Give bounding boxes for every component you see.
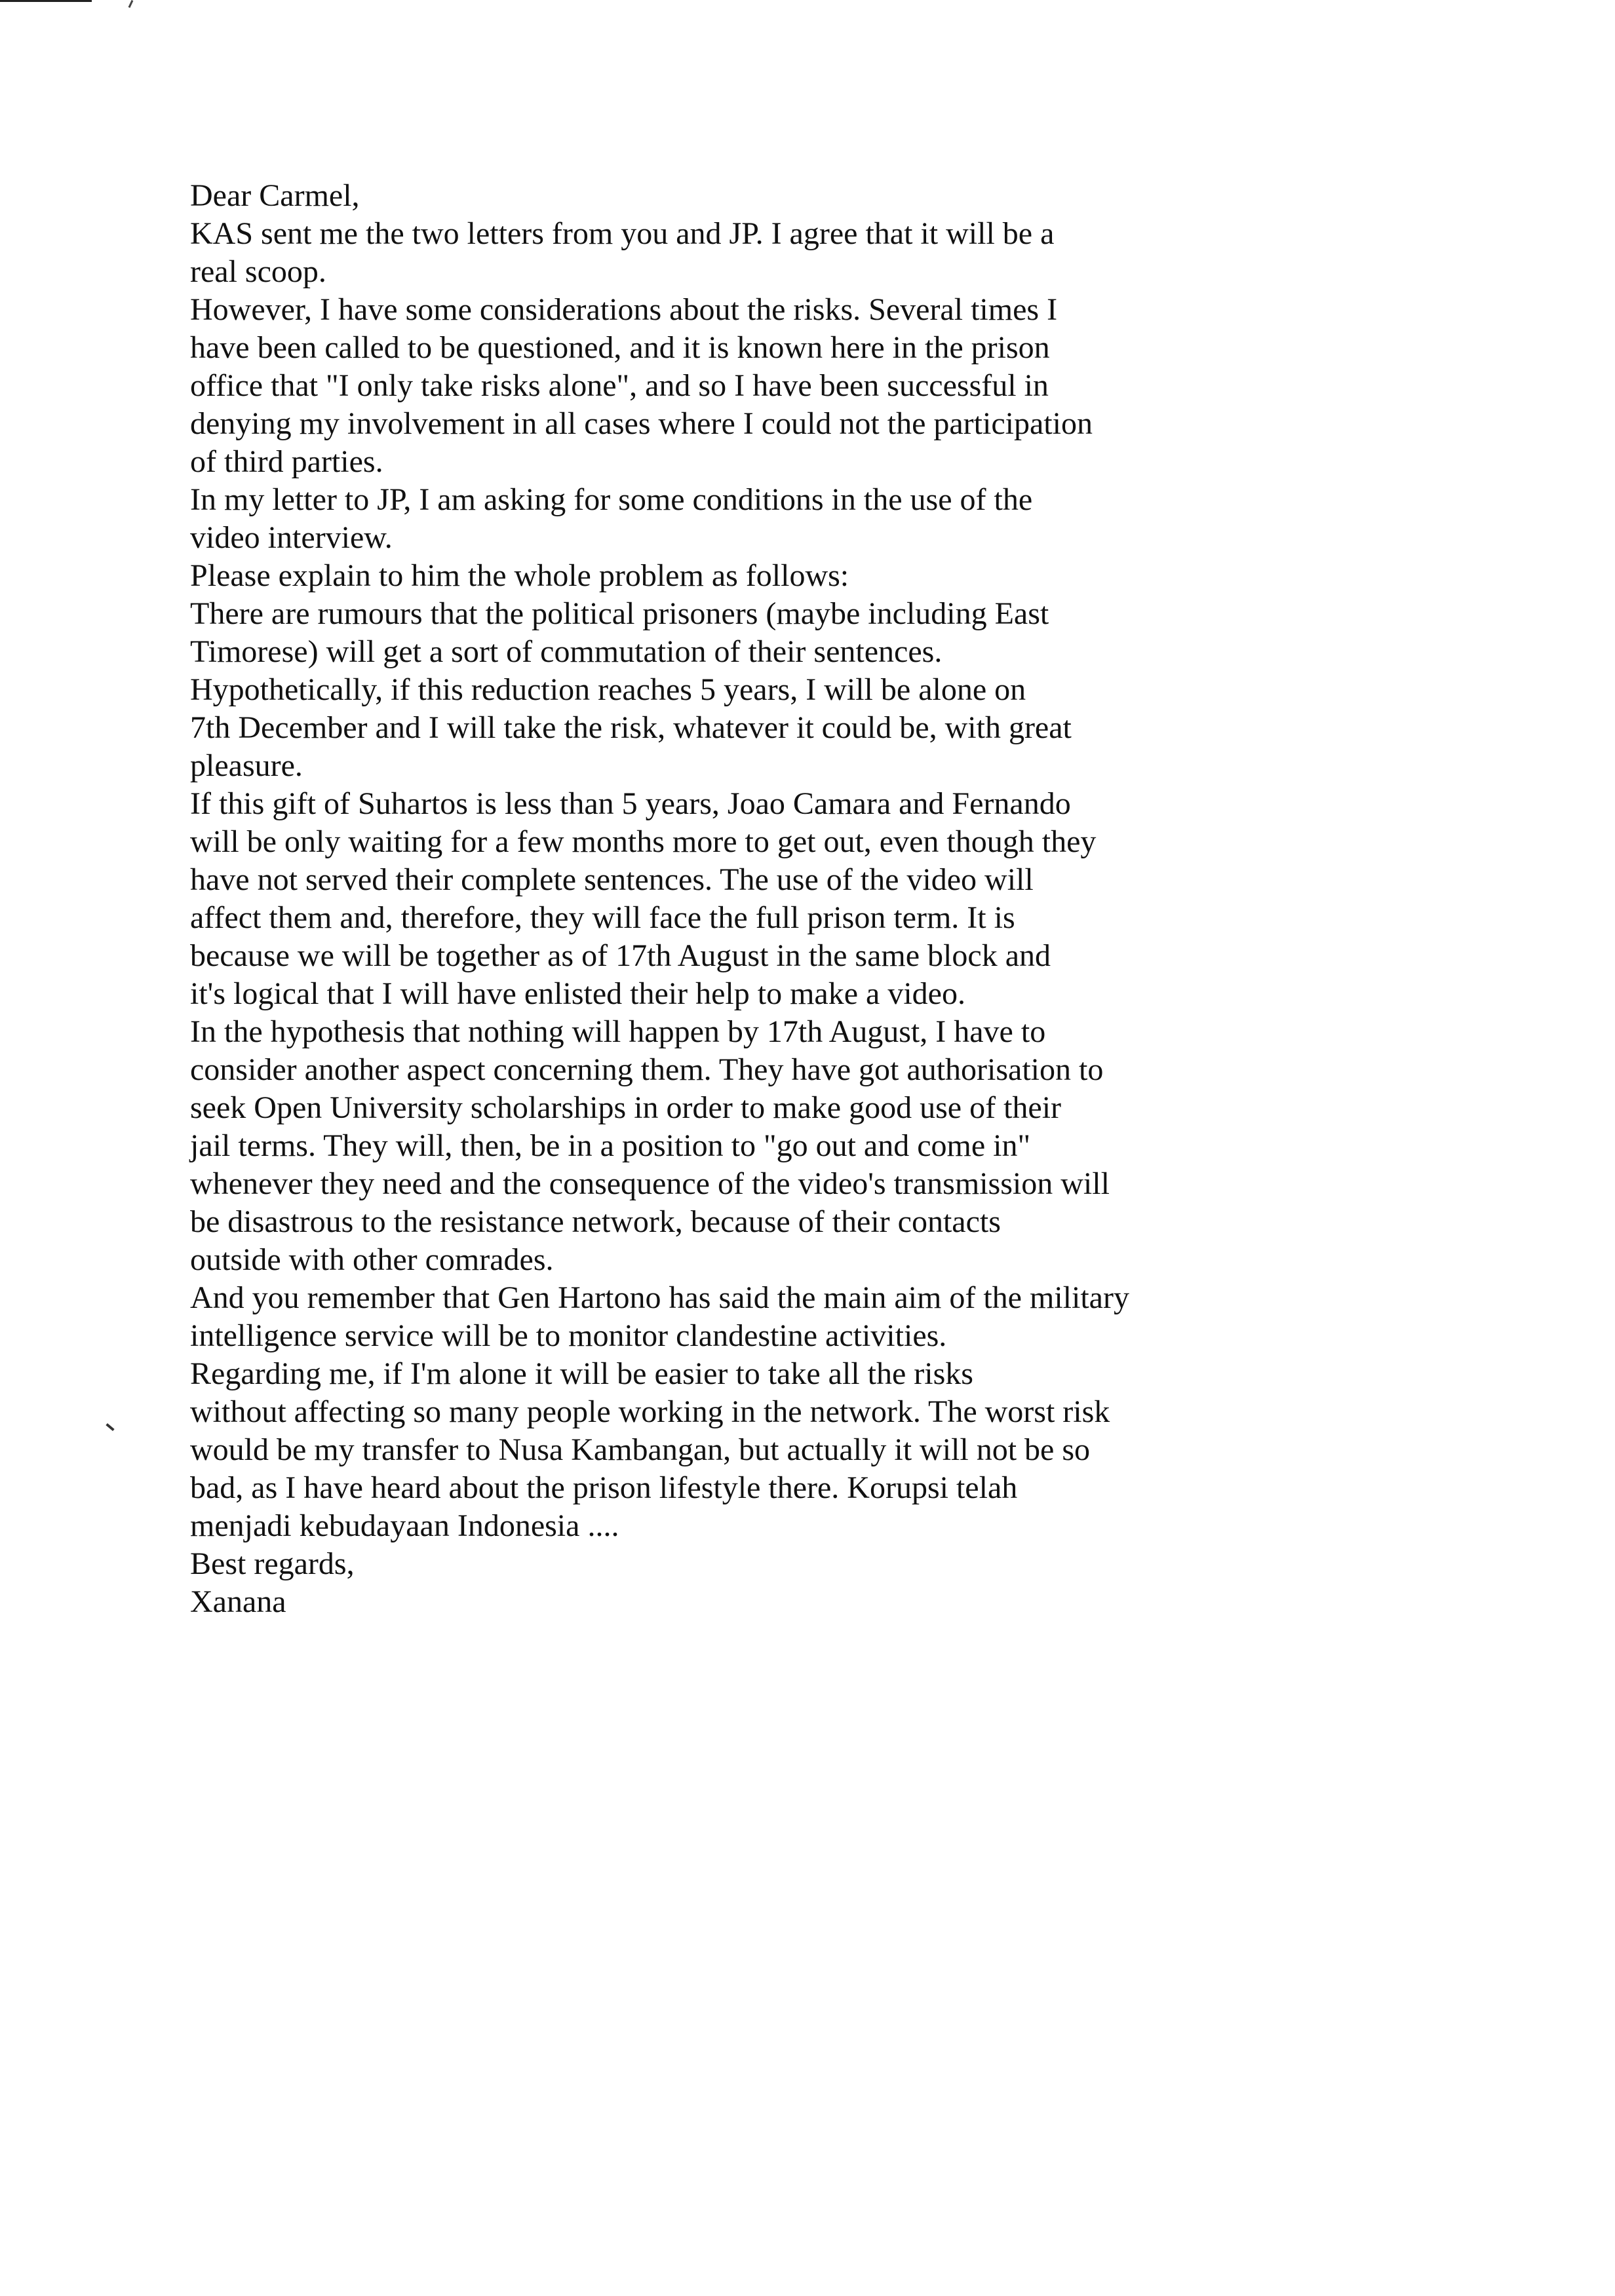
- paragraph-line: And you remember that Gen Hartono has said the main aim of the military: [190, 1280, 1129, 1315]
- paragraph-line: intelligence service will be to monitor clandestine activities.: [190, 1318, 947, 1353]
- paragraph-line: because we will be together as of 17th August in the same block and: [190, 938, 1051, 973]
- paragraph-line: would be my transfer to Nusa Kambangan, but actually it will not be so: [190, 1432, 1091, 1467]
- paragraph-line: be disastrous to the resistance network, because of their contacts: [190, 1204, 1001, 1239]
- paragraph-line: have not served their complete sentences. The use of the video will: [190, 862, 1034, 897]
- scan-edge-mark: [0, 0, 92, 2]
- paragraph-line: If this gift of Suhartos is less than 5 years, Joao Camara and Fernando: [190, 786, 1071, 821]
- paragraph-line: menjadi kebudayaan Indonesia ....: [190, 1508, 619, 1543]
- paragraph-9: [190, 1355, 1265, 1545]
- stray-ink-mark: [106, 1423, 114, 1431]
- paragraph-line: real scoop.: [190, 254, 326, 289]
- paragraph-4: [190, 557, 1265, 595]
- paragraph-1: [190, 215, 1265, 291]
- paragraph-line: pleasure.: [190, 748, 303, 783]
- paragraph-line: of third parties.: [190, 444, 383, 479]
- paragraph-line: without affecting so many people working in the network. The worst risk: [190, 1394, 1110, 1429]
- paragraph-line: bad, as I have heard about the prison lifestyle there. Korupsi telah: [190, 1470, 1018, 1505]
- scan-tick-mark: [128, 0, 134, 8]
- paragraph-line: office that "I only take risks alone", and so I have been successful in: [190, 368, 1049, 403]
- letter-body: [190, 177, 1265, 1621]
- signature: Xanana: [190, 1584, 286, 1619]
- paragraph-line: affect them and, therefore, they will face the full prison term. It is: [190, 900, 1015, 935]
- paragraph-5: [190, 595, 1265, 785]
- paragraph-3: [190, 481, 1265, 557]
- paragraph-2: [190, 291, 1265, 481]
- paragraph-line: KAS sent me the two letters from you and JP. I agree that it will be a: [190, 216, 1055, 251]
- paragraph-line: Regarding me, if I'm alone it will be easier to take all the risks: [190, 1356, 973, 1391]
- paragraph-line: Timorese) will get a sort of commutation of their sentences.: [190, 634, 943, 669]
- paragraph-line: jail terms. They will, then, be in a position to "go out and come in": [190, 1128, 1031, 1163]
- paragraph-line: seek Open University scholarships in order to make good use of their: [190, 1090, 1062, 1125]
- paragraph-line: denying my involvement in all cases where I could not the participation: [190, 406, 1093, 441]
- salutation: Dear Carmel,: [190, 178, 360, 213]
- paragraph-line: There are rumours that the political prisoners (maybe including East: [190, 596, 1049, 631]
- paragraph-line: In my letter to JP, I am asking for some conditions in the use of the: [190, 482, 1033, 517]
- paragraph-line: consider another aspect concerning them. They have got authorisation to: [190, 1052, 1104, 1087]
- paragraph-line: In the hypothesis that nothing will happen by 17th August, I have to: [190, 1014, 1046, 1049]
- paragraph-line: it's logical that I will have enlisted their help to make a video.: [190, 976, 965, 1011]
- paragraph-line: will be only waiting for a few months more to get out, even though they: [190, 824, 1097, 859]
- paragraph-line: Hypothetically, if this reduction reaches 5 years, I will be alone on: [190, 672, 1026, 707]
- paragraph-7: [190, 1013, 1265, 1279]
- paragraph-6: [190, 785, 1265, 1013]
- paragraph-line: video interview.: [190, 520, 393, 555]
- paragraph-8: [190, 1279, 1265, 1355]
- paragraph-line: Please explain to him the whole problem as follows:: [190, 558, 849, 593]
- paragraph-line: However, I have some considerations about the risks. Several times I: [190, 292, 1058, 327]
- paragraph-line: whenever they need and the consequence of the video's transmission will: [190, 1166, 1110, 1201]
- paragraph-line: 7th December and I will take the risk, whatever it could be, with great: [190, 710, 1072, 745]
- paragraph-line: outside with other comrades.: [190, 1242, 554, 1277]
- closing: Best regards,: [190, 1546, 355, 1581]
- paragraph-line: have been called to be questioned, and it is known here in the prison: [190, 330, 1050, 365]
